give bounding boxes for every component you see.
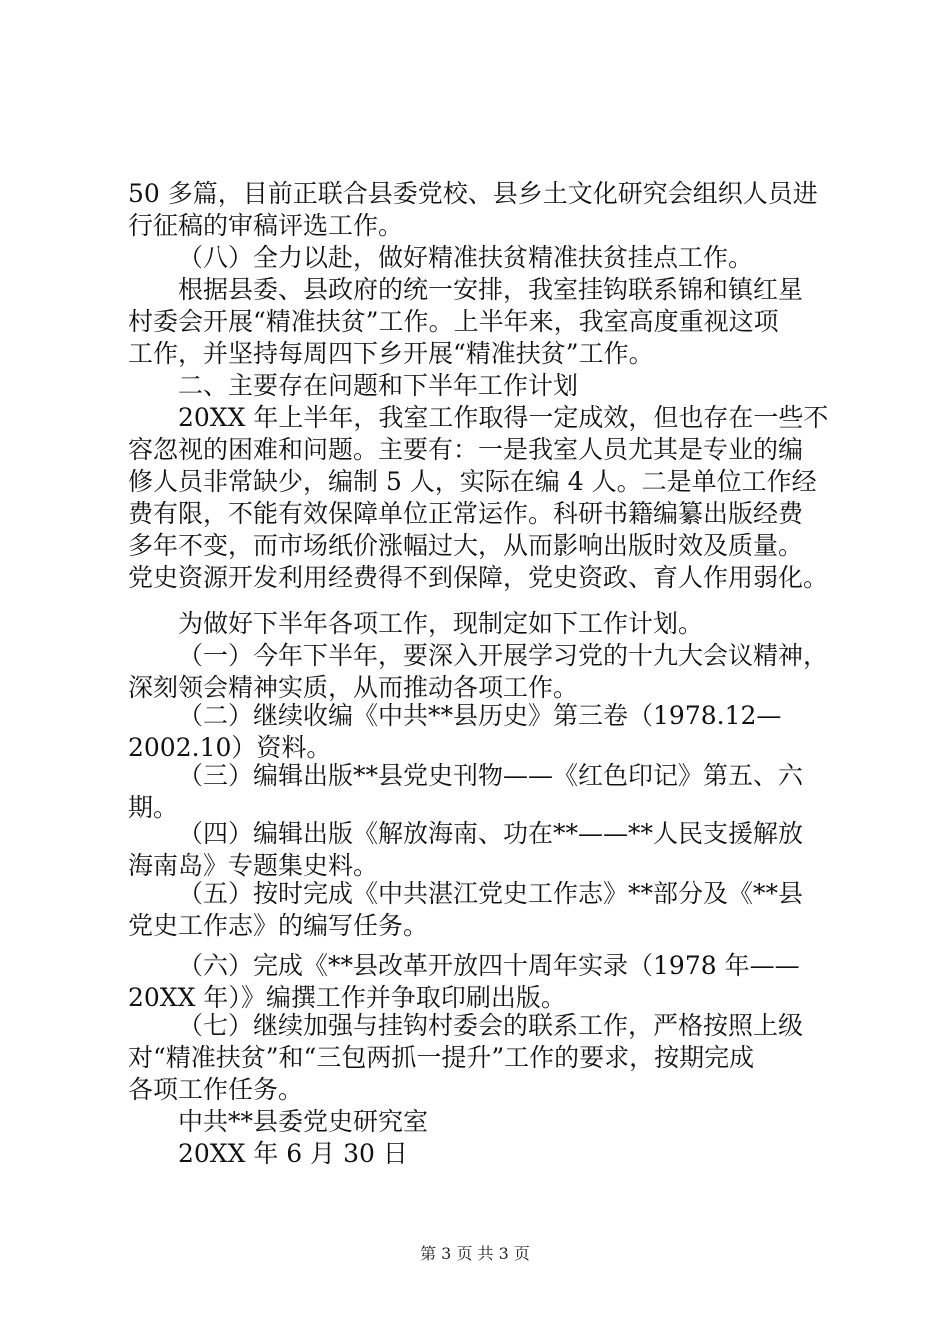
text-line: 50 多篇，目前正联合县委党校、县乡土文化研究会组织人员进 (128, 179, 818, 208)
text-line: 工作，并坚持每周四下乡开展“精准扶贫”工作。 (128, 339, 654, 368)
plan-item-3: （三）编辑出版**县党史刊物——《红色印记》第五、六 (178, 761, 804, 790)
section-heading-8: （八）全力以赴，做好精准扶贫精准扶贫挂点工作。 (178, 243, 754, 272)
text-line: 容忽视的困难和问题。主要有：一是我室人员尤其是专业的编 (128, 435, 804, 464)
text-line: 根据县委、县政府的统一安排，我室挂钩联系锦和镇红星 (178, 275, 804, 304)
text-line: 为做好下半年各项工作，现制定如下工作计划。 (178, 609, 704, 638)
text-line: 多年不变，而市场纸价涨幅过大，从而影响出版时效及质量。 (128, 531, 804, 560)
text-line: 行征稿的审稿评选工作。 (128, 211, 404, 240)
plan-item-6: （六）完成《**县改革开放四十周年实录（1978 年—— (178, 951, 800, 980)
plan-item-4: （四）编辑出版《解放海南、功在**——**人民支援解放 (178, 819, 804, 848)
signature-date: 20XX 年 6 月 30 日 (178, 1139, 408, 1168)
text-line: 费有限，不能有效保障单位正常运作。科研书籍编纂出版经费 (128, 499, 804, 528)
text-line: 2002.10）资料。 (128, 733, 332, 762)
plan-item-7: （七）继续加强与挂钩村委会的联系工作，严格按照上级 (178, 1011, 804, 1040)
text-line: 各项工作任务。 (128, 1075, 304, 1104)
text-line: 深刻领会精神实质，从而推动各项工作。 (128, 673, 579, 702)
plan-item-2: （二）继续收编《中共**县历史》第三卷（1978.12— (178, 701, 782, 730)
plan-item-5: （五）按时完成《中共湛江党史工作志》**部分及《**县 (178, 879, 804, 908)
text-line: 对“精准扶贫”和“三包两抓一提升”工作的要求，按期完成 (128, 1043, 755, 1072)
plan-item-1: （一）今年下半年，要深入开展学习党的十九大会议精神， (178, 641, 829, 670)
text-line: 期。 (128, 793, 179, 822)
page-footer: 第 3 页 共 3 页 (420, 1244, 530, 1263)
text-line: 党史工作志》的编写任务。 (128, 911, 429, 940)
text-line: 20XX 年上半年，我室工作取得一定成效，但也存在一些不 (178, 403, 829, 432)
text-line: 党史资源开发利用经费得不到保障，党史资政、育人作用弱化。 (128, 563, 829, 592)
text-line: 20XX 年）》编撰工作并争取印刷出版。 (128, 983, 566, 1012)
text-line: 村委会开展“精准扶贫”工作。上半年来，我室高度重视这项 (128, 307, 779, 336)
text-line: 海南岛》专题集史料。 (128, 851, 379, 880)
text-line: 修人员非常缺少，编制 5 人，实际在编 4 人。二是单位工作经 (128, 467, 817, 496)
section-heading-2: 二、主要存在问题和下半年工作计划 (178, 371, 579, 400)
signature-organization: 中共**县委党史研究室 (178, 1107, 429, 1136)
